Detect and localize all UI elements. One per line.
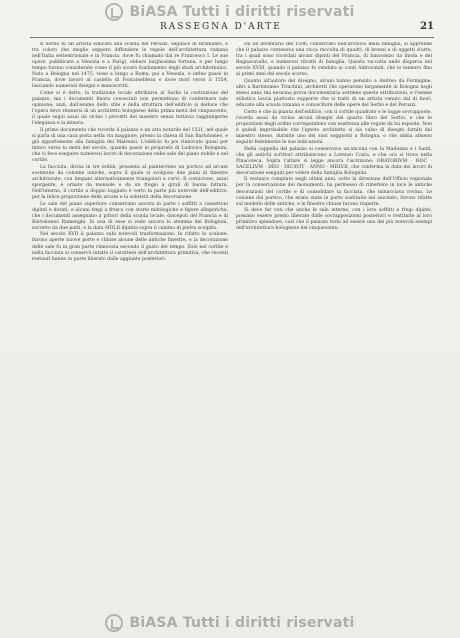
watermark-text: BiASA Tutti i diritti riservati — [129, 615, 355, 631]
header-rule — [30, 37, 434, 38]
paragraph: Le sale del piano superiore conservano ancora in parte i soffitti a cassettoni dipinti e dorati, e alcuni fregi a fresco con storie mitologiche e figure allegoriche, che i documenti assegnano a pittori della scuola locale, discepoli del Francia e di Bartolomeo Ramenghi. In una di esse si vede ancora lo stemma dei Bolognini, sorretto da due putti, e la data MDLII dipinta sopra il camino di pietra scolpita. — [32, 201, 228, 231]
paragraph: Nel secolo XVII il palazzo subì notevoli trasformazioni: fu rifatto lo scalone, furono aperte nuove porte e chiuse alcune delle antiche finestre, e la decorazione delle sale fu in gran parte rinnovata secondo il gusto del tempo. Solo nel cortile e nella facciata si conservò intatto il carattere dell'architettura primitiva, che recenti restauri hanno in parte liberato dalle aggiunte posteriori. — [32, 232, 228, 262]
biasa-logo-icon — [105, 614, 123, 632]
biasa-logo-icon — [105, 3, 123, 21]
paragraph: Da un inventario del 1596, conservato nell'archivio della famiglia, si apprende che il palazzo conteneva una ricca raccolta di quadri, di bronzi e di oggetti d'arte, tra i quali sono ricordati alcuni dipinti del Francia, di Innocenzo da Imola e del Bagnacavallo, e numerosi ritratti di famiglia. Questa raccolta andò dispersa nel secolo XVIII, quando il palazzo fu venduto ai conti Aldrovandi, che lo tennero fino ai primi anni del secolo scorso. — [236, 42, 432, 78]
watermark-top — [0, 1, 460, 23]
paragraph: La facciata, divisa in tre ordini, presenta al pianterreno un portico ad arcate sostenute da colonne ioniche, sopra il quale si svolgono due piani di finestre architravate, con timpani alternativamente triangolari e curvi. Il cornicione, assai sporgente, è ornato da mensole e da un fregio a girali di buona fattura. Nell'interno, il cortile a doppio loggiato è certo la parte più notevole dell'edificio, per la felice proporzione delle arcate e la sobrietà della decorazione. — [32, 164, 228, 200]
page-number: 21 — [420, 21, 434, 32]
paragraph: Certo è che la pianta dell'edificio, con il cortile quadrato e le logge sovrapposte, ricorda assai da vicino alcuni disegni del quarto libro del Serlio, e che le proporzioni degli ordini corrispondono con esattezza alle regole da lui esposte. Non è quindi improbabile che l'ignoto architetto si sia valso di disegni forniti dal maestro stesso, durante uno dei suoi soggiorni a Bologna, o che abbia almeno seguito fedelmente le sue indicazioni. — [236, 109, 432, 145]
paragraph: Si deve far voti che anche le sale interne, con i loro soffitti e fregi dipinti, possano essere presto liberate dalle sovrapposizioni posteriori e restituite al loro primitivo splendore, così che il palazzo torni ad essere uno dei più notevoli esempi dell'architettura bolognese del cinquecento. — [236, 208, 432, 232]
right-column — [236, 42, 432, 608]
paragraph: Il restauro compiuto negli ultimi anni, sotto la direzione dell'Ufficio regionale per la conservazione dei monumenti, ha permesso di rimettere in luce le antiche decorazioni del cortile e di consolidare la facciata, che minacciava rovina. Le colonne del portico, che erano state in parte sostituite nel seicento, furono rifatte sul modello delle antiche, e le finestre chiuse furono riaperte. — [236, 177, 432, 207]
paragraph: Il primo documento che ricorda il palazzo è un atto notarile del 1521, nel quale si parla di una casa posta nella via maggiore, presso la chiesa di San Bartolomeo, e già appartenente alla famiglia dei Malvezzi. L'edificio fu poi rinnovato quasi per intero verso la metà del secolo, quando passò in proprietà di Lodovico Bolognini, che vi fece eseguire numerosi lavori di decorazione nelle sale del piano nobile e nel cortile. — [32, 127, 228, 164]
left-column — [32, 42, 228, 608]
journal-title: RASSEGNA D'ARTE — [160, 22, 282, 32]
paragraph: Come si è detto, la tradizione locale attribuiva al Serlio la costruzione del palazzo, ma i documenti finora conosciuti non permettono di confermare tale opinione; anzi, dall'esame dello stile e della struttura dell'edificio si deduce che l'opera deve ritenersi di un architetto bolognese della prima metà del cinquecento, il quale seguì assai da vicino i precetti del maestro senza tuttavia raggiungerne l'eleganza e la misura. — [32, 90, 228, 127]
paragraph: Nella cappella del palazzo si conservava un'ancona con la Madonna e i Santi, che gli antichi scrittori attribuiscono a Lorenzo Costa, e che ora si trova nella Pinacoteca. Sopra l'altare si legge ancora l'iscrizione: ORATORIVM · HOC · SACELLVM · DEO · DICAVIT · ANNO · MDLVII, che conferma la data dei lavori di decorazione eseguiti per volere della famiglia Bolognini. — [236, 146, 432, 176]
watermark-bottom — [0, 612, 460, 634]
watermark-text: BiASA Tutti i diritti riservati — [129, 4, 355, 20]
paragraph: Quanto all'autore del disegno, alcuni hanno pensato a Andrea da Formigine, altri a Bartolomeo Triachini, architetti che operarono largamente in Bologna negli stessi anni; ma nessuna prova documentaria sostiene queste attribuzioni, e l'esame stilistico lascia piuttosto supporre che si tratti di un artista venuto dal di fuori, educato alla scuola romana e conoscitore delle opere del Serlio e del Peruzzi. — [236, 78, 432, 109]
paragraph: Il Serlio fu un artista educato alla scuola del Peruzzi, seguace di Bramante, e tra coloro che meglio seppero diffondere le regole dell'architettura romana nell'Italia settentrionale e in Francia, dove fu chiamato dal re Francesco I. Le sue opere, pubblicate a Venezia e a Parigi, ebbero larghissima fortuna, e per lungo tempo furono considerate come il più sicuro fondamento degli studi architettonici. Nato a Bologna nel 1475, visse a lungo a Roma, poi a Venezia, e infine passò in Francia, dove lavorò al castello di Fontainebleau e dove morì verso il 1554, lasciando numerosi disegni e manoscritti. — [32, 42, 228, 90]
running-header — [30, 22, 440, 36]
